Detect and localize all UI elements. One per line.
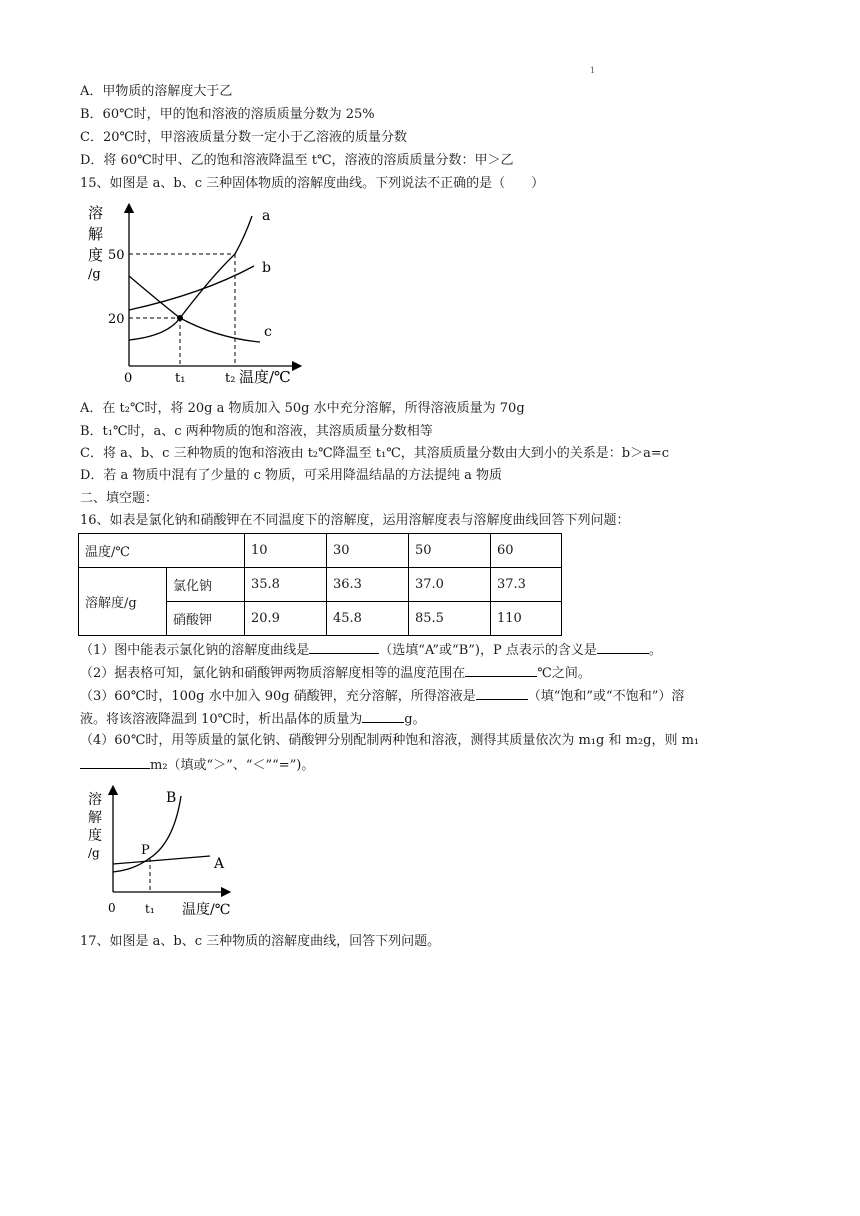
table-cell: 85.5 [409,602,491,636]
q16-part3: （3）60℃时，100g 水中加入 90g 硝酸钾，充分溶解，所得溶液是 （填“饱和”或“不饱和”）溶 [80,685,684,707]
table-cell: 10 [245,534,327,568]
chart1-xtick-t1: t₁ [175,371,186,386]
solubility-chart-abc [82,196,312,396]
chart1-ytick-20: 20 [108,312,125,327]
table-cell: 60 [491,534,562,568]
page-mark: 1 [590,66,596,75]
q16-part4-cont: m₂（填或“＞”、“＜”“=”)。 [80,754,314,776]
q17-stem: 17、如图是 a、b、c 三种物质的溶解度曲线，回答下列问题。 [80,934,441,949]
table-cell: 37.3 [491,568,562,602]
q16-stem: 16、如表是氯化钠和硝酸钾在不同温度下的溶解度，运用溶解度表与溶解度曲线回答下列问题： [80,513,630,528]
chart2-xlabel: 温度/℃ [182,902,231,918]
q14-option-a: A．甲物质的溶解度大于乙 [80,84,233,99]
curve-B-label: B [166,790,177,806]
solubility-table [78,533,562,636]
answer-blank[interactable] [476,685,528,700]
curve-a-label: a [262,208,271,224]
answer-blank[interactable] [309,639,379,654]
chart2-ylabel-4: /g [88,846,100,860]
table-cell: 110 [491,602,562,636]
table-header-temp: 温度/℃ [79,534,245,568]
table-cell: 37.0 [409,568,491,602]
q15-option-a: A．在 t₂℃时，将 20g a 物质加入 50g 水中充分溶解，所得溶液质量为 70g [80,401,525,416]
chart2-ylabel-2: 解 [88,810,102,826]
q16-part4: （4）60℃时，用等质量的氯化钠、硝酸钾分别配制两种饱和溶液，测得其质量依次为 m₁g 和 m₂g，则 m₁ [80,733,700,748]
chart1-xtick-0: 0 [124,371,133,386]
solubility-chart-ab [86,784,256,924]
chart2-xtick-0: 0 [108,901,116,915]
chart1-ytick-50: 50 [108,248,125,263]
answer-blank[interactable] [465,662,537,677]
table-cell: 36.3 [327,568,409,602]
chart1-xlabel: 温度/℃ [239,368,291,386]
point-P-label: P [141,843,150,858]
answer-blank[interactable] [80,754,150,769]
curve-A [113,856,210,864]
table-row-label: 硝酸钾 [167,602,245,636]
table-cell: 30 [327,534,409,568]
chart1-ylabel-4: /g [88,267,101,282]
answer-blank[interactable] [362,708,404,723]
chart2-xtick-t1: t₁ [145,902,155,916]
q15-option-d: D．若 a 物质中混有了少量的 c 物质，可采用降温结晶的方法提纯 a 物质 [80,468,502,483]
curve-a [129,216,252,340]
curve-c [129,276,260,342]
chart1-ylabel-1: 溶 [88,204,104,222]
table-cell: 45.8 [327,602,409,636]
chart2-ylabel-3: 度 [88,828,102,844]
q14-option-b: B．60℃时，甲的饱和溶液的溶质质量分数为 25% [80,107,375,122]
q15-stem: 15、如图是 a、b、c 三种固体物质的溶解度曲线。下列说法不正确的是（ ） [80,176,545,191]
q15-option-b: B．t₁℃时，a、c 两种物质的饱和溶液，其溶质质量分数相等 [80,424,433,439]
curve-B [113,796,181,872]
chart1-ylabel-3: 度 [88,246,104,264]
chart2-ylabel-1: 溶 [88,792,102,808]
curve-c-label: c [264,324,272,340]
table-cell: 35.8 [245,568,327,602]
table-row [79,568,562,602]
q14-option-c: C．20℃时，甲溶液质量分数一定小于乙溶液的质量分数 [80,130,408,145]
table-cell: 50 [409,534,491,568]
chart1-ylabel-2: 解 [88,225,104,243]
table-row [79,534,562,568]
q16-part3-cont: 液。将该溶液降温到 10℃时，析出晶体的质量为 g。 [80,708,426,730]
chart1-xtick-t2: t₂ [225,371,236,386]
section-heading-fill-in: 二、填空题： [80,491,159,506]
chart1-intersection-point [177,315,183,321]
answer-blank[interactable] [597,639,649,654]
table-header-solubility: 溶解度/g [79,568,167,636]
q16-part2: （2）据表格可知，氯化钠和硝酸钾两物质溶解度相等的温度范围在 ℃之间。 [80,662,591,684]
q15-option-c: C．将 a、b、c 三种物质的饱和溶液由 t₂℃降温至 t₁℃，其溶质质量分数由大到小的关系是：b＞a=c [80,446,670,461]
table-cell: 20.9 [245,602,327,636]
q14-option-d: D．将 60℃时甲、乙的饱和溶液降温至 t℃，溶液的溶质质量分数：甲＞乙 [80,153,514,168]
curve-b-label: b [262,260,271,276]
q16-part1: （1）图中能表示氯化钠的溶解度曲线是 （选填“A”或“B”)，P 点表示的含义是 。 [80,639,662,661]
curve-A-label: A [214,856,225,872]
table-row-label: 氯化钠 [167,568,245,602]
